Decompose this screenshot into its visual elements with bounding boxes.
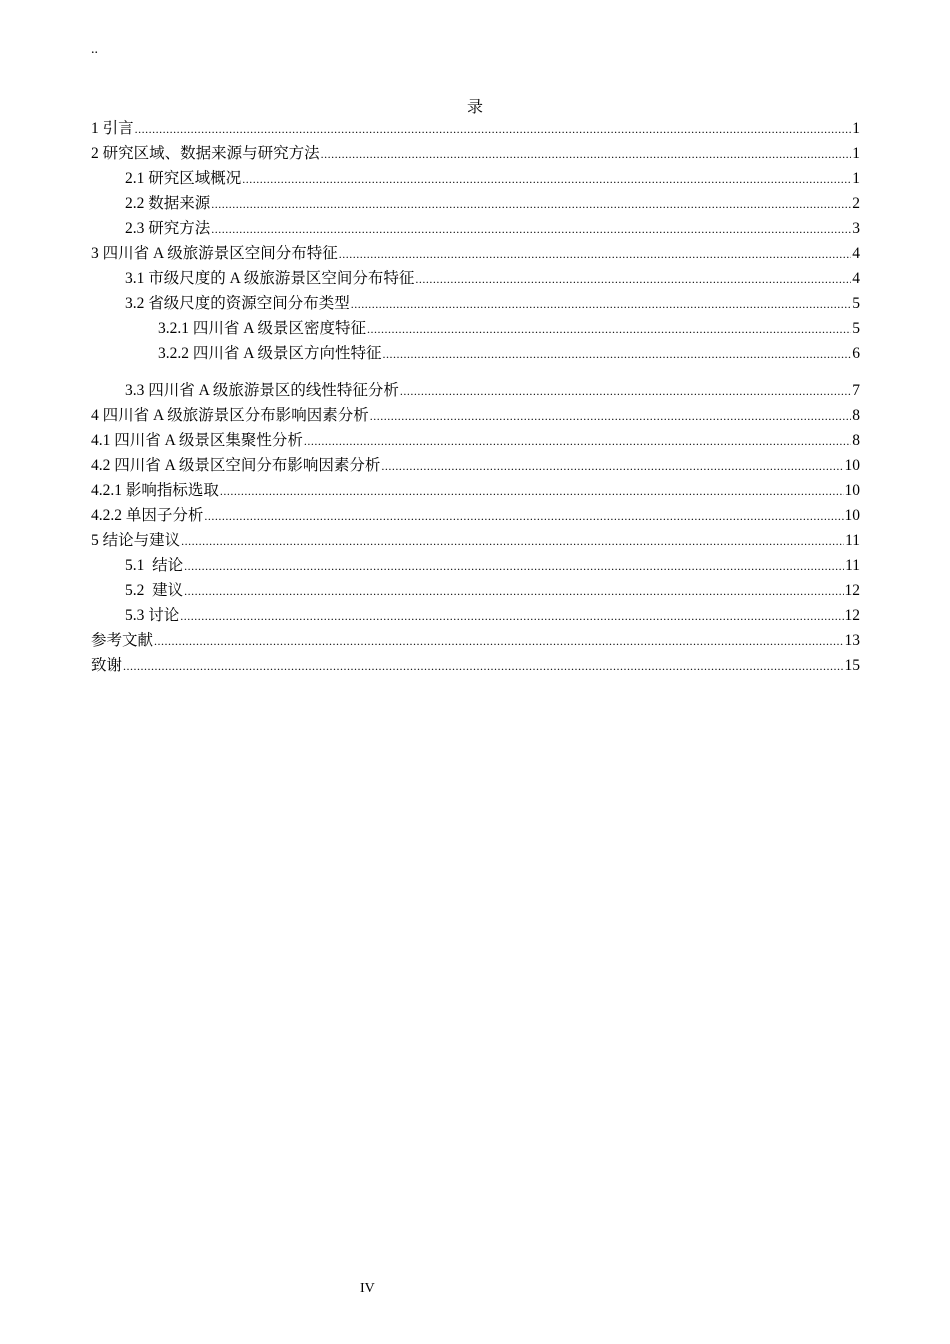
- toc-entry[interactable]: [91, 578, 860, 603]
- toc-entry[interactable]: [91, 216, 860, 241]
- toc-entry[interactable]: [91, 403, 860, 428]
- toc-entry[interactable]: [91, 191, 860, 216]
- toc-leader-dots: [220, 478, 844, 504]
- toc-leader-dots: [304, 428, 851, 454]
- toc-entry-page: 15: [844, 657, 860, 674]
- toc-entry-label: 5 结论与建议: [91, 532, 181, 549]
- toc-entry-page: 7: [852, 382, 860, 399]
- toc-entry-label: 4.1 四川省 A 级景区集聚性分析: [91, 432, 303, 449]
- toc-entry-page: 5: [852, 295, 860, 312]
- toc-leader-dots: [154, 628, 843, 654]
- toc-entry[interactable]: [91, 316, 860, 341]
- toc-entry-page: 6: [852, 345, 860, 362]
- toc-entry-page: 11: [845, 532, 860, 549]
- toc-entry[interactable]: [91, 291, 860, 316]
- toc-leader-dots: [339, 241, 852, 267]
- toc-entry[interactable]: [91, 166, 860, 191]
- toc-entry[interactable]: [91, 341, 860, 366]
- toc-entry[interactable]: [91, 141, 860, 166]
- toc-entry-page: 2: [852, 195, 860, 212]
- toc-entry[interactable]: [91, 603, 860, 628]
- toc-leader-dots: [415, 266, 851, 292]
- toc-entry[interactable]: [91, 428, 860, 453]
- toc-title: 录: [466, 99, 483, 116]
- toc-leader-dots: [211, 216, 851, 242]
- toc-entry-label: 致谢: [91, 657, 123, 674]
- toc-leader-dots: [211, 191, 851, 217]
- toc-entry-label: 4 四川省 A 级旅游景区分布影响因素分析: [91, 407, 369, 424]
- toc-entry-page: 10: [844, 507, 860, 524]
- toc-entry-label: 参考文献: [91, 632, 154, 649]
- toc-entry-label: 3.1 市级尺度的 A 级旅游景区空间分布特征: [125, 270, 415, 287]
- toc-entry-page: 1: [852, 120, 860, 137]
- toc-leader-dots: [242, 166, 851, 192]
- toc-entry-label: 5.3 讨论: [125, 607, 180, 624]
- toc-entry[interactable]: [91, 241, 860, 266]
- toc-entry-page: 11: [845, 557, 860, 574]
- toc-leader-dots: [204, 503, 843, 529]
- toc-entry-label: 2.1 研究区域概况: [125, 170, 242, 187]
- toc-entry-label: 5.1 结论: [125, 557, 184, 574]
- toc-entry-page: 5: [852, 320, 860, 337]
- toc-leader-dots: [184, 553, 844, 579]
- toc-entry-label: 1 引言: [91, 120, 134, 137]
- toc-entry-page: 13: [844, 632, 860, 649]
- toc-entry[interactable]: [91, 628, 860, 653]
- table-of-contents: [91, 116, 860, 678]
- toc-leader-dots: [181, 528, 844, 554]
- toc-entry[interactable]: [91, 378, 860, 403]
- toc-entry-label: 4.2.1 影响指标选取: [91, 482, 219, 499]
- toc-leader-dots: [370, 403, 852, 429]
- toc-leader-dots: [180, 603, 843, 629]
- toc-entry-page: 12: [844, 582, 860, 599]
- toc-entry-label: 3.2.1 四川省 A 级景区密度特征: [158, 320, 366, 337]
- toc-leader-dots: [381, 453, 843, 479]
- toc-entry[interactable]: [91, 503, 860, 528]
- toc-leader-dots: [184, 578, 843, 604]
- toc-entry-page: 10: [844, 457, 860, 474]
- toc-entry-page: 1: [852, 145, 860, 162]
- toc-leader-dots: [351, 291, 851, 317]
- toc-entry-page: 4: [852, 270, 860, 287]
- toc-leader-dots: [123, 653, 843, 679]
- toc-entry-label: 3.3 四川省 A 级旅游景区的线性特征分析: [125, 382, 399, 399]
- toc-entry-label: 3.2.2 四川省 A 级景区方向性特征: [158, 345, 382, 362]
- toc-entry[interactable]: [91, 653, 860, 678]
- toc-entry[interactable]: [91, 453, 860, 478]
- toc-entry-page: 3: [852, 220, 860, 237]
- toc-leader-dots: [382, 341, 851, 367]
- header-mark: ..: [91, 42, 98, 57]
- toc-entry-label: 2.3 研究方法: [125, 220, 211, 237]
- toc-entry-label: 4.2.2 单因子分析: [91, 507, 204, 524]
- toc-entry-label: 3.2 省级尺度的资源空间分布类型: [125, 295, 350, 312]
- toc-entry[interactable]: [91, 478, 860, 503]
- toc-entry-page: 1: [852, 170, 860, 187]
- toc-leader-dots: [135, 116, 852, 142]
- toc-entry[interactable]: [91, 553, 860, 578]
- toc-entry-label: 5.2 建议: [125, 582, 184, 599]
- toc-entry-label: 2.2 数据来源: [125, 195, 211, 212]
- toc-entry-label: 3 四川省 A 级旅游景区空间分布特征: [91, 245, 338, 262]
- page-number: IV: [360, 1281, 375, 1296]
- toc-entry-page: 4: [852, 245, 860, 262]
- toc-entry[interactable]: [91, 266, 860, 291]
- toc-entry[interactable]: [91, 528, 860, 553]
- toc-entry-label: 4.2 四川省 A 级景区空间分布影响因素分析: [91, 457, 381, 474]
- toc-leader-dots: [367, 316, 851, 342]
- toc-entry-page: 8: [852, 432, 860, 449]
- toc-entry-page: 10: [844, 482, 860, 499]
- toc-leader-dots: [400, 378, 851, 404]
- toc-entry-page: 12: [844, 607, 860, 624]
- toc-leader-dots: [321, 141, 852, 167]
- toc-entry-page: 8: [852, 407, 860, 424]
- toc-entry-label: 2 研究区域、数据来源与研究方法: [91, 145, 320, 162]
- toc-entry[interactable]: [91, 116, 860, 141]
